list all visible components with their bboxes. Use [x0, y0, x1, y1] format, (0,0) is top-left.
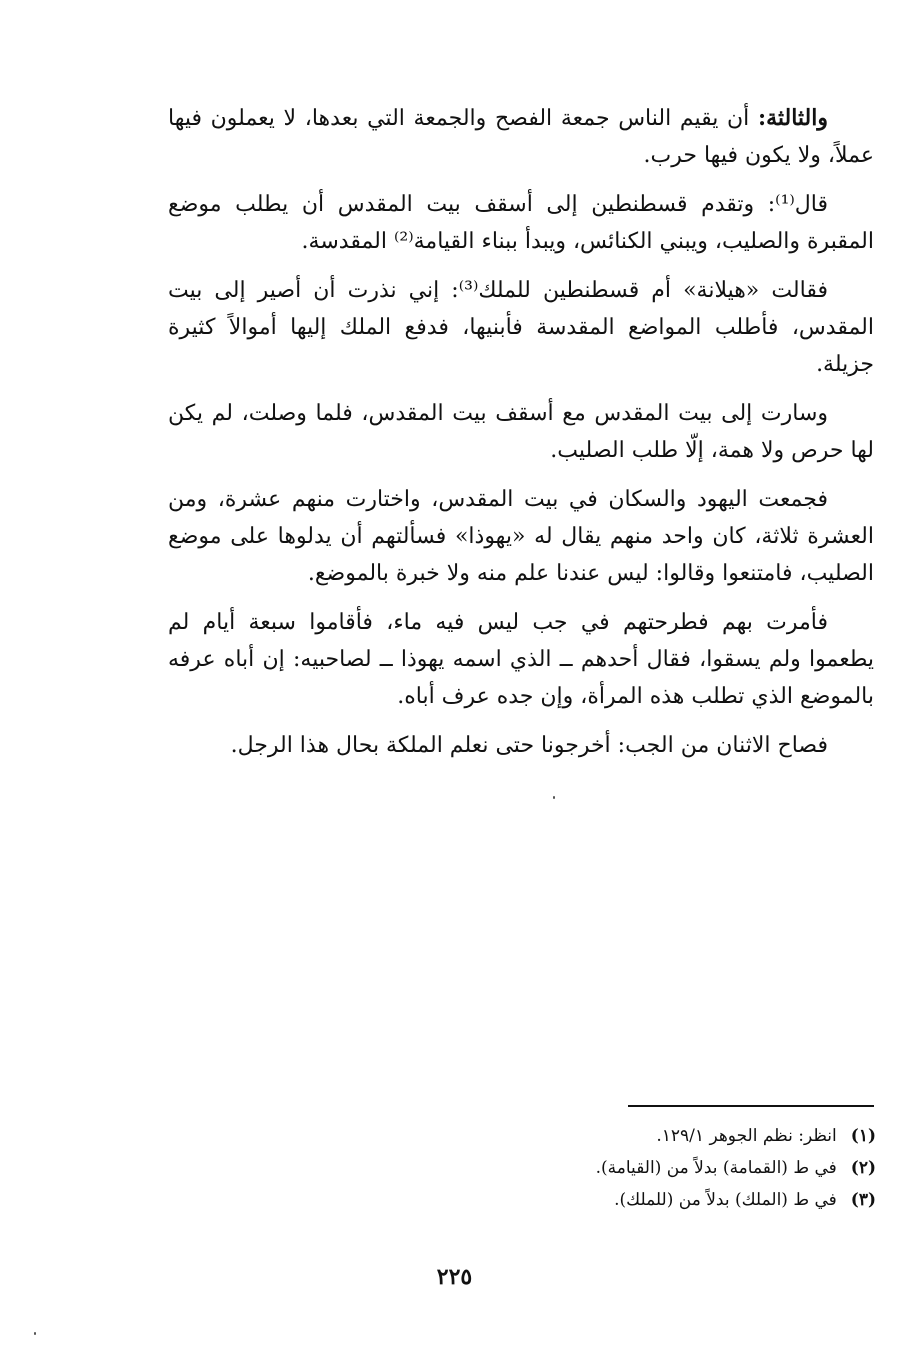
footnote-1	[460, 1120, 876, 1152]
paragraph-3: فقالت «هيلانة» أم قسطنطين للملك⁽³⁾: إني نذرت أن أصير إلى بيت المقدس، فأطلب المواضع المقدسة فأبنيها، فدفع الملك إليها أموالاً كثيرة جزيلة.	[168, 278, 874, 377]
footnote-text: في ط (القمامة) بدلاً من (القيامة).	[595, 1158, 837, 1178]
footnote-text: انظر: نظم الجوهر ١٢٩/١.	[656, 1126, 837, 1146]
scan-speck	[553, 796, 555, 799]
footnote-2	[460, 1152, 876, 1184]
footnote-divider	[628, 1105, 874, 1107]
paragraph-6: فأمرت بهم فطرحتهم في جب ليس فيه ماء، فأقاموا سبعة أيام لم يطعموا ولم يسقوا، فقال أحدهم ــ الذي اسمه يهوذا ــ لصاحبيه: إن أباه عرفه بالموضع الذي تطلب هذه المرأة، وإن جده عرف أباه.	[168, 610, 874, 709]
page-number: ٢٢٥	[436, 1264, 473, 1290]
footnote-number: (١)	[850, 1126, 876, 1146]
paragraph-5: فجمعت اليهود والسكان في بيت المقدس، واختارت منهم عشرة، ومن العشرة ثلاثة، كان واحد منهم يقال له «يهوذا» فسألتهم أن يدلوها على موضع الصليب، فامتنعوا وقالوا: ليس عندنا علم منه ولا خبرة بالموضع.	[168, 487, 874, 586]
main-text	[168, 100, 874, 776]
footnote-number: (٢)	[850, 1158, 876, 1178]
paragraph-lead: والثالثة:	[757, 105, 828, 131]
paragraph-1-text: أن يقيم الناس جمعة الفصح والجمعة التي بعدها، لا يعملون فيها عملاً، ولا يكون فيها حرب.	[168, 106, 874, 168]
footnote-3	[460, 1184, 876, 1216]
paragraph-7: فصاح الاثنان من الجب: أخرجونا حتى نعلم الملكة بحال هذا الرجل.	[230, 733, 828, 758]
scan-speck	[34, 1332, 36, 1335]
paragraph-4: وسارت إلى بيت المقدس مع أسقف بيت المقدس، فلما وصلت، لم يكن لها حرص ولا همة، إلّا طلب الصليب.	[168, 401, 874, 463]
paragraph-1	[168, 100, 874, 174]
paragraph-2: قال⁽¹⁾: وتقدم قسطنطين إلى أسقف بيت المقدس أن يطلب موضع المقبرة والصليب، ويبني الكنائس، ويبدأ ببناء القيامة⁽²⁾ المقدسة.	[168, 192, 874, 254]
footnote-number: (٣)	[850, 1190, 876, 1210]
footnote-text: في ط (الملك) بدلاً من (للملك).	[614, 1190, 837, 1210]
footnotes	[460, 1120, 876, 1216]
